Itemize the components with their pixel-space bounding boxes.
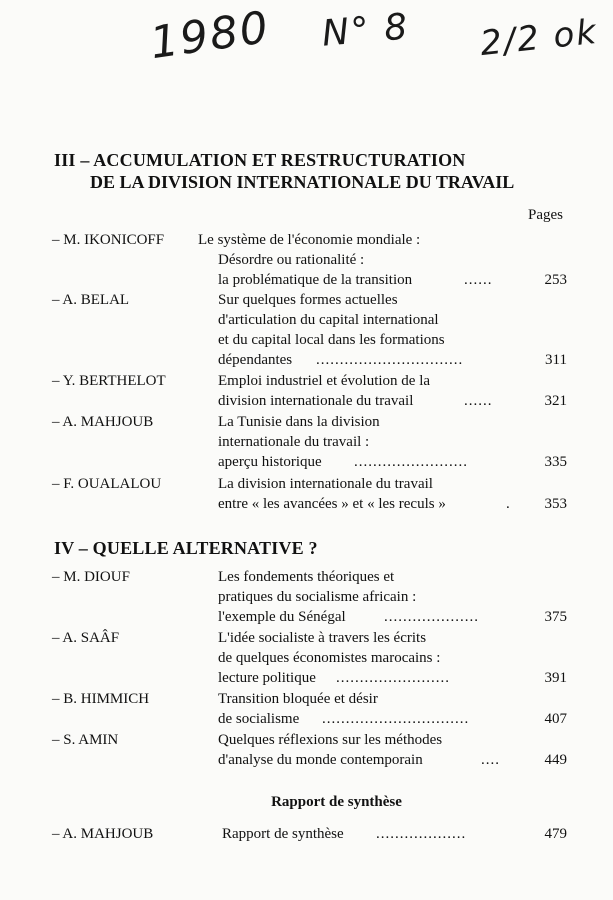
entry-author: – B. HIMMICH	[52, 691, 150, 707]
entry-title-line: La Tunisie dans la division	[218, 414, 380, 430]
entry-title-line: internationale du travail :	[218, 434, 370, 450]
entry-title-line: d'articulation du capital international	[218, 312, 439, 328]
entry-author: – M. DIOUF	[52, 569, 130, 585]
section-iii-subtitle: DE LA DIVISION INTERNATIONALE DU TRAVAIL	[90, 172, 515, 192]
entry-title-line: d'analyse du monde contemporain	[218, 752, 423, 768]
entry-title-line: Transition bloquée et désir	[218, 691, 378, 707]
dot-leader: ......	[464, 272, 493, 288]
entry-title-line: Sur quelques formes actuelles	[218, 292, 398, 308]
entry-title-line: Désordre ou rationalité :	[218, 252, 365, 268]
entry-title-line: L'idée socialiste à travers les écrits	[218, 630, 427, 646]
entry-title-line: et du capital local dans les formations	[218, 332, 445, 348]
handwritten-year: 1980	[147, 1, 273, 70]
entry-author: – Y. BERTHELOT	[52, 373, 166, 389]
entry-author: – A. BELAL	[52, 292, 130, 308]
dot-leader: ....................	[384, 609, 479, 625]
entry-page-number: 321	[544, 393, 567, 409]
entry-title-line: de socialisme	[218, 711, 300, 727]
entry-page-number: 479	[544, 826, 567, 842]
entry-title-line: Rapport de synthèse	[222, 826, 344, 842]
entry-title-line: La division internationale du travail	[218, 476, 433, 492]
entry-author: – A. MAHJOUB	[52, 826, 154, 842]
entry-title-line: Emploi industriel et évolution de la	[218, 373, 431, 389]
entry-page-number: 375	[544, 609, 567, 625]
entry-title-line: pratiques du socialisme africain :	[218, 589, 417, 605]
synthesis-heading: Rapport de synthèse	[271, 794, 402, 810]
dot-leader: ...................	[376, 826, 467, 842]
dot-leader: ......	[464, 393, 493, 409]
entry-title-line: la problématique de la transition	[218, 272, 413, 288]
dot-leader: ...............................	[322, 711, 470, 727]
entry-page-number: 353	[544, 496, 567, 512]
handwritten-fraction: 2/2 ok	[478, 11, 600, 65]
handwritten-number: N° 8	[320, 6, 411, 55]
entry-page-number: 407	[544, 711, 567, 727]
pages-header: Pages	[528, 207, 563, 223]
entry-title-line: dépendantes	[218, 352, 293, 368]
dot-leader: ........................	[336, 670, 450, 686]
entry-title-line: l'exemple du Sénégal	[218, 609, 346, 625]
section-iv-title: IV – QUELLE ALTERNATIVE ?	[54, 538, 318, 558]
entry-author: – F. OUALALOU	[52, 476, 162, 492]
entry-page-number: 311	[545, 352, 567, 368]
entry-title-line: lecture politique	[218, 670, 316, 686]
entry-title-line: division internationale du travail	[218, 393, 414, 409]
entry-title-line: Les fondements théoriques et	[218, 569, 395, 585]
entry-author: – A. MAHJOUB	[52, 414, 154, 430]
entry-title-line: de quelques économistes marocains :	[218, 650, 441, 666]
entry-page-number: 391	[544, 670, 567, 686]
entry-page-number: 449	[544, 752, 567, 768]
section-iii-title: III – ACCUMULATION ET RESTRUCTURATION	[54, 150, 466, 170]
entry-page-number: 253	[544, 272, 567, 288]
dot-leader: ........................	[354, 454, 468, 470]
dot-leader: ....	[481, 752, 500, 768]
entry-page-number: 335	[544, 454, 567, 470]
entry-title-line: entre « les avancées » et « les reculs »	[218, 496, 446, 512]
entry-title-line: Le système de l'économie mondiale :	[198, 232, 421, 248]
dot-leader: ...............................	[316, 352, 464, 368]
entry-author: – S. AMIN	[52, 732, 119, 748]
dot-leader: .	[506, 496, 511, 512]
entry-title-line: Quelques réflexions sur les méthodes	[218, 732, 443, 748]
entry-author: – M. IKONICOFF	[52, 232, 165, 248]
entry-title-line: aperçu historique	[218, 454, 322, 470]
entry-author: – A. SAÂF	[52, 630, 120, 646]
